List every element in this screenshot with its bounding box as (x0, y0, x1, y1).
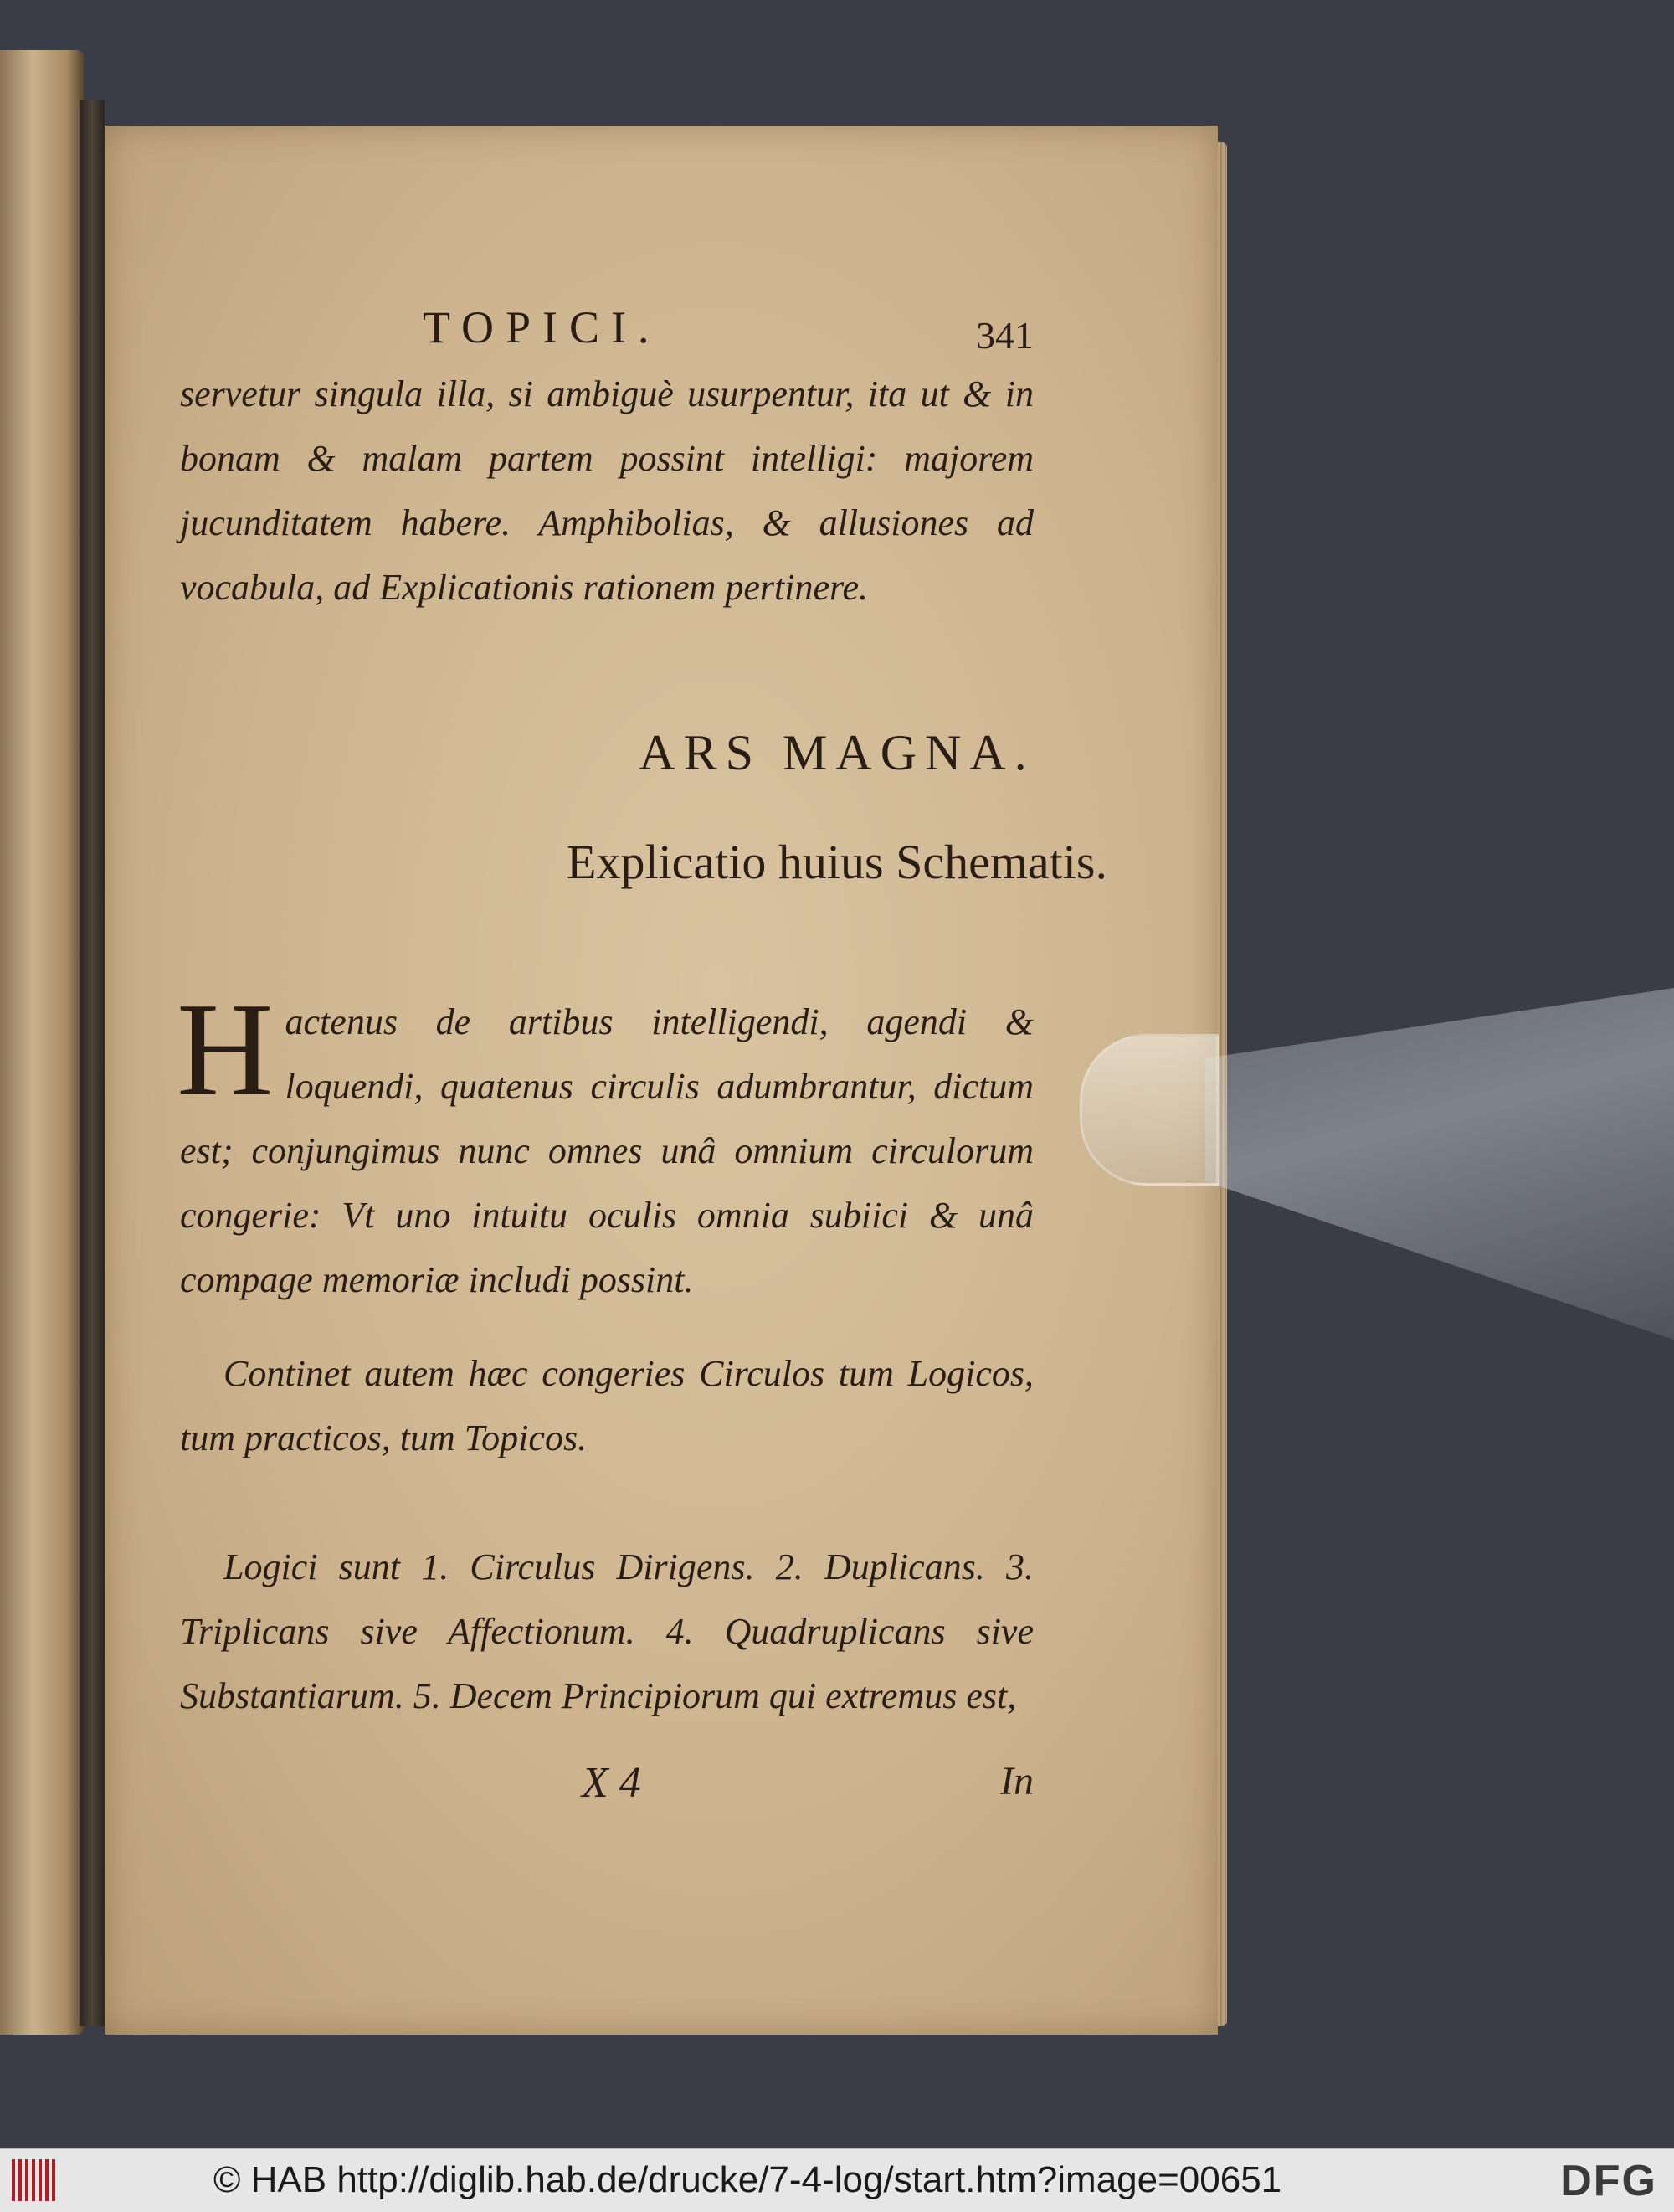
section-subtitle: Explicatio huius Schematis. (567, 835, 1107, 889)
drop-cap: H (177, 975, 274, 1124)
book-spine (80, 100, 105, 2026)
catchword: In (1000, 1759, 1034, 1803)
page-holder-arm (1205, 988, 1674, 1340)
page-footer (180, 1758, 1034, 1825)
copyright-bar (0, 2148, 1674, 2212)
running-head: TOPICI. (423, 302, 661, 352)
left-page-edge (0, 50, 84, 2035)
signature-mark: X 4 (582, 1759, 641, 1807)
barcode-icon (12, 2159, 59, 2201)
page-number: 341 (976, 314, 1034, 357)
paragraph-3: Continet autem hæc congeries Circulos tum Logicos, tum practicos, tum Topicos. (180, 1353, 1034, 1458)
paragraph-2-text: actenus de artibus intelligendi, agendi & loquendi, quatenus circulis adumbrantur, dictum est; conjungimus nunc omnes unâ omnium circulorum congerie: Vt uno intuitu oculis omnia subiici & unâ compage memoriæ includi possint. (180, 1001, 1034, 1300)
copyright-text[interactable]: © HAB http://diglib.hab.de/drucke/7-4-log/start.htm?image=00651 (213, 2159, 1282, 2200)
page-header (180, 301, 1034, 368)
paragraph-1: servetur singula illa, si ambiguè usurpentur, ita ut & in bonam & malam partem possint intelligi: majorem jucunditatem habere. Amphibolias, & allusiones ad vocabula, ad Explicationis rationem pertinere. (180, 373, 1034, 608)
paragraph-2 (177, 975, 1034, 1312)
dfg-logo: DFG (1560, 2157, 1657, 2205)
section-title: ARS MAGNA. (639, 725, 1035, 780)
page-holder-clip (1080, 1034, 1219, 1186)
paragraph-4: Logici sunt 1. Circulus Dirigens. 2. Duplicans. 3. Triplicans sive Affectionum. 4. Quadruplicans sive Substantiarum. 5. Decem Principiorum qui extremus est, (180, 1546, 1034, 1716)
